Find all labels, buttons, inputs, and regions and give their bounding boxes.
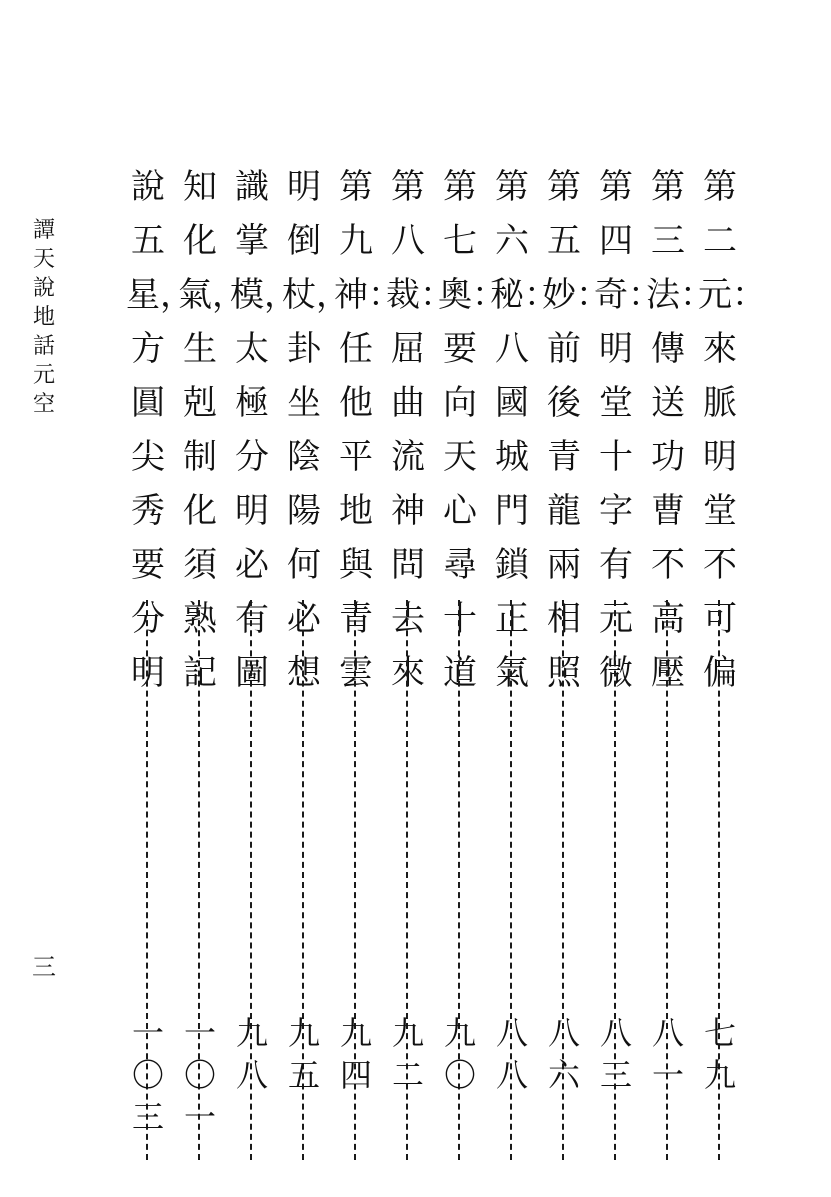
toc-entry-title: 知化氣，生剋制化須熟記 (178, 167, 246, 693)
toc-page-number: 一〇三 (131, 1014, 164, 1136)
toc-page-number: 八三 (599, 1014, 632, 1094)
toc-page-number: 九五 (287, 1014, 320, 1094)
toc-entry-title: 第四奇：明堂十字有元微 (594, 167, 662, 693)
toc-entry (126, 160, 194, 1136)
toc-entry-title: 第九神：任他平地與青雲 (334, 167, 402, 693)
toc-entry-title: 第三法：傳送功曹不高壓 (646, 167, 714, 693)
toc-entry-title: 識掌模，太極分明必有圖 (230, 167, 298, 693)
toc-page-number: 八六 (547, 1014, 580, 1094)
page-number: 三 (32, 953, 56, 981)
toc-page-number: 九〇 (443, 1014, 476, 1094)
toc-page-number: 九四 (339, 1014, 372, 1094)
toc-page-number: 九八 (235, 1014, 268, 1094)
toc-entry-title: 第七奧：要向天心尋十道 (438, 167, 506, 693)
toc-page-number: 九二 (391, 1014, 424, 1094)
toc-page-number: 一〇一 (183, 1014, 216, 1136)
toc-page-number: 七九 (703, 1014, 736, 1094)
toc-entry-title: 第六秘：八國城門鎖正氣 (490, 167, 558, 693)
toc-page-number: 八一 (651, 1014, 684, 1094)
toc-entry-title: 第二元：來脈明堂不可偏 (698, 167, 766, 693)
toc-entry-title: 第八裁：屈曲流神問去來 (386, 167, 454, 693)
toc-entry-title: 說五星，方圓尖秀要分明 (126, 167, 194, 693)
running-title: 譚天說地話元空 (32, 218, 55, 417)
toc-page-number: 八八 (495, 1014, 528, 1094)
toc-entry-title: 第五妙：前後青龍兩相照 (542, 167, 610, 693)
toc-entry-title: 明倒杖，卦坐陰陽何必想 (282, 167, 350, 693)
